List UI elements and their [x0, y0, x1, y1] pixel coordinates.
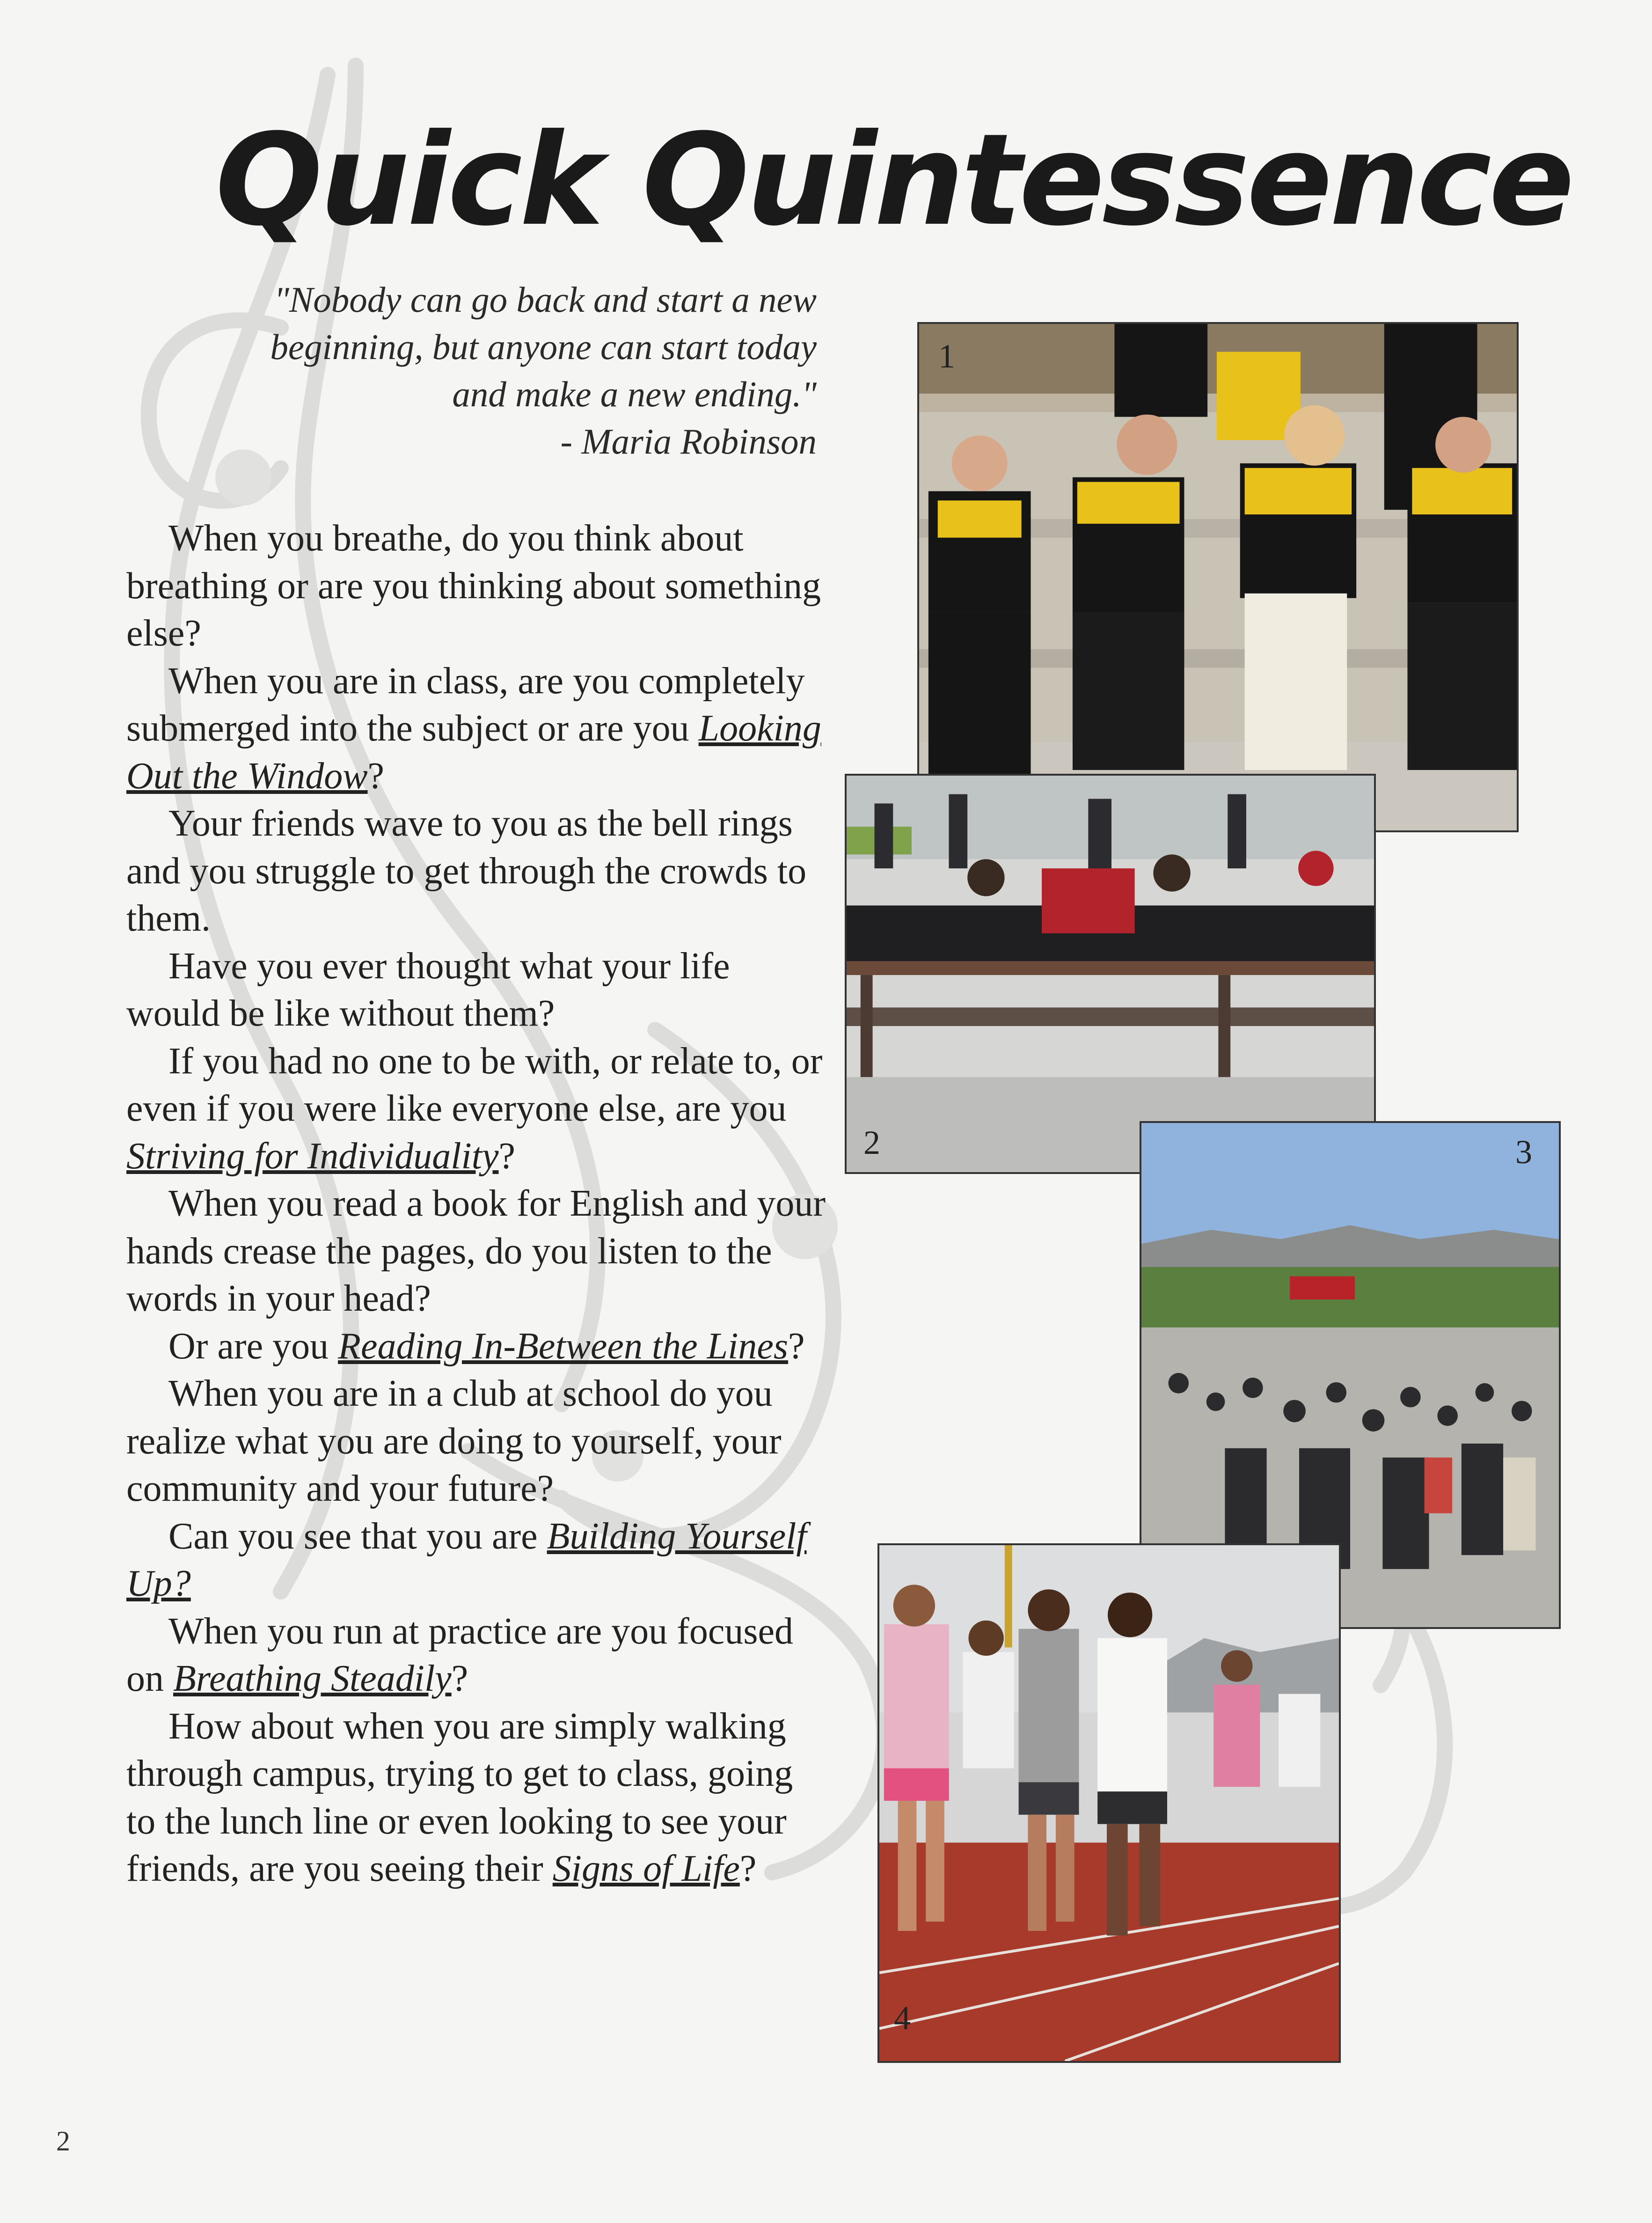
photo-image: [919, 324, 1517, 830]
quote-line: and make a new ending.": [452, 374, 817, 414]
photo-track-practice: [877, 1543, 1341, 2063]
photo-image: [879, 1545, 1339, 2061]
photo-number-label: 4: [894, 1999, 911, 2037]
quote-attribution: - Maria Robinson: [560, 421, 817, 462]
photo-students-at-tables: [845, 774, 1376, 1174]
theme-link-striving-for-individuality: Striving for Individuality: [126, 1135, 499, 1177]
paragraph: How about when you are simply walking through campus, trying to get to class, going to the lunch line or even looking to see your friends, are you seeing their Signs of Life?: [126, 1705, 793, 1889]
paragraph: Your friends wave to you as the bell rings and you struggle to get through the crowds to them.: [126, 803, 807, 939]
paragraph: Can you see that you are Building Yourself Up?: [126, 1515, 807, 1604]
photo-number-label: 2: [863, 1124, 880, 1161]
theme-link-looking-out-the-window: Looking Out the Window: [126, 708, 821, 797]
photo-image: [847, 776, 1374, 1172]
theme-link-breathing-steadily: Breathing Steadily: [173, 1658, 452, 1699]
paragraph: If you had no one to be with, or relate to, or even if you were like everyone else, are you Striving for Individuality?: [126, 1040, 823, 1177]
page-title: Quick Quintessence: [215, 106, 1572, 254]
quote-line: beginning, but anyone can start today: [270, 327, 817, 367]
paragraph: When you are in class, are you completely submerged into the subject or are you Looking Out the Window?: [126, 660, 821, 797]
paragraph: When you breathe, do you think about breathing or are you thinking about something else?: [126, 518, 821, 654]
photo-number-label: 3: [1515, 1133, 1532, 1171]
quote-line: "Nobody can go back and start a new: [274, 279, 817, 320]
theme-link-reading-in-between-the-lines: Reading In-Between the Lines: [338, 1325, 789, 1367]
theme-link-building-yourself-up: Building Yourself Up?: [126, 1515, 807, 1604]
article-body: [126, 515, 828, 1893]
paragraph: When you are in a club at school do you realize what you are doing to yourself, your community and your future?: [126, 1373, 782, 1509]
theme-link-signs-of-life: Signs of Life: [552, 1848, 740, 1889]
paragraph: Have you ever thought what your life would be like without them?: [126, 945, 730, 1034]
photo-staff-on-bleachers: [917, 322, 1519, 832]
paragraph: When you run at practice are you focused on Breathing Steadily?: [126, 1610, 793, 1699]
photo-number-label: 1: [938, 337, 955, 375]
paragraph: Or are you Reading In-Between the Lines?: [168, 1325, 805, 1367]
page-number: 2: [56, 2126, 70, 2157]
opening-quote: [122, 276, 817, 465]
paragraph: When you read a book for English and your hands crease the pages, do you listen to the words in your head?: [126, 1183, 826, 1319]
